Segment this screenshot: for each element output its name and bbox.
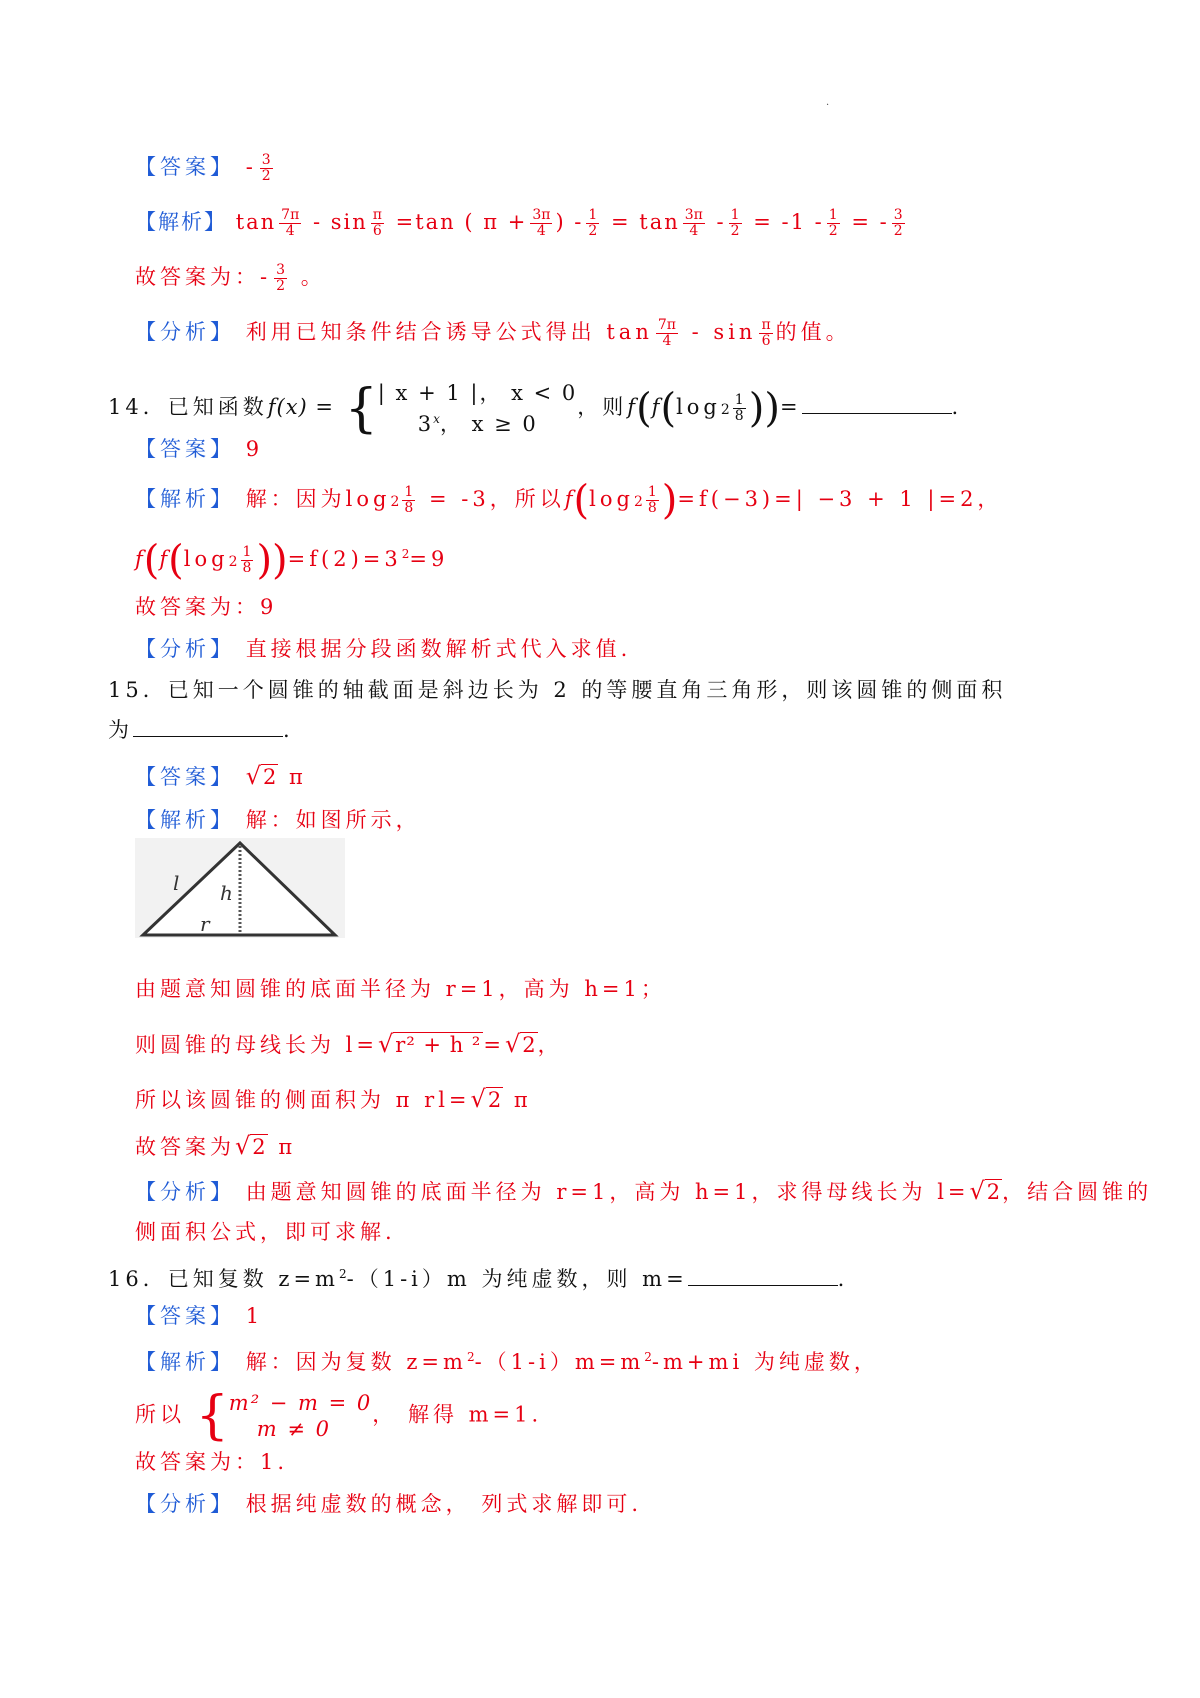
piecewise-brace: {: [344, 378, 378, 439]
q16-answer-line: [135, 1302, 263, 1330]
q14-solution-line2: f(f(log2 $\frac{1}{8}$ ))$=f(2)=3^2=9$: [135, 537, 449, 584]
q15-stem-line2: 为 .: [108, 718, 294, 742]
q16-solution-line1: 【解析】 解：因为复数 $z=m^2-(1-i)m=m^2-m+mi$ 为纯虚数，: [135, 1350, 879, 1374]
cone-section-figure: [135, 838, 345, 938]
comment-tag: 【分析】: [135, 320, 235, 344]
q13-final-line: 故答案为：- $\frac{3}{2}$ 。: [135, 262, 326, 294]
comment-tag: 【分析】: [135, 1180, 235, 1204]
q15-answer-line: [135, 762, 307, 791]
q15-answer: √2 π: [245, 762, 307, 790]
q14-comment-line: 【分析】 直接根据分段函数解析式代入求值.: [135, 637, 632, 661]
comment-tag: 【分析】: [135, 637, 235, 661]
analysis-tag: 【解析】: [135, 808, 235, 832]
q13-comment-line: 【分析】 利用已知条件结合诱导公式得出 tan $\frac{7\pi}{4}$ - sin $\frac{\pi}{6}$ 的值。: [135, 317, 851, 349]
q15-line1: 由题意知圆锥的底面半径为 r=1，高为 h=1；: [135, 977, 666, 1001]
q15-comment-line2: 侧面积公式，即可求解.: [135, 1220, 396, 1244]
q15-solution-line: 【解析】 解：如图所示，: [135, 808, 421, 832]
q15-comment-line1: 【分析】 由题意知圆锥的底面半径为 r=1，高为 h=1，求得母线长为 l=√2，结合圆锥的: [135, 1177, 1153, 1205]
q13-answer-line: [135, 153, 276, 184]
q15-stem-line1: 15．已知一个圆锥的轴截面是斜边长为 2 的等腰直角三角形，则该圆锥的侧面积: [108, 678, 1007, 702]
q14-answer: 9: [245, 437, 264, 461]
q15-blank[interactable]: [133, 716, 283, 737]
q16-answer: 1: [245, 1304, 264, 1328]
analysis-tag: 【解析】: [135, 487, 235, 511]
analysis-tag: 【解析】: [135, 210, 227, 234]
piecewise-cases: | x + 1 |， x < 0 3$^x$， x ≥ 0: [377, 381, 578, 436]
q16-comment-line: 【分析】 根据纯虚数的概念， 列式求解即可.: [135, 1492, 643, 1516]
q14-final-line: 故答案为：9: [135, 595, 278, 619]
q13-solution-line: 【解析】 tan $\frac{7\pi}{4}$ - sin $\frac{\pi}{6}$ =tan ( π + $\frac{3\pi}{4}$ ) - $\frac{1}{2}$ = tan $\frac{3\pi}{4}$ - $\frac{1}{2}$ = -1 - $\frac{1}{2}$ = - $\frac{3}{2}$: [135, 207, 903, 239]
comment-tag: 【分析】: [135, 1492, 235, 1516]
q14-stem: 14．已知函数f(x) = { | x + 1 |， x < 0 3$^x$， x ≥ 0 ，则f(f(log2 $\frac{1}{8}$ ))= .: [108, 378, 963, 439]
q14-answer-line: [135, 435, 263, 463]
system-cases: m² − m = 0 m ≠ 0: [228, 1391, 373, 1441]
q15-final-line: 故答案为√2 π: [135, 1132, 297, 1160]
label-l: l: [173, 871, 180, 895]
answer-tag: 【答案】: [135, 155, 235, 179]
system-brace: {: [195, 1386, 229, 1446]
analysis-tag: 【解析】: [135, 1350, 235, 1374]
q15-line3: 所以该圆锥的侧面积为 π rl=√2 π: [135, 1085, 532, 1113]
q16-final-line: 故答案为：1.: [135, 1450, 289, 1474]
answer-tag: 【答案】: [135, 765, 235, 789]
label-h: h: [220, 881, 233, 905]
q16-stem: 16．已知复数 $z=m^2-(1-i)m$ 为纯虚数，则 m= .: [108, 1267, 849, 1291]
answer-tag: 【答案】: [135, 1304, 235, 1328]
q16-blank[interactable]: [688, 1265, 838, 1286]
q14-solution-line1: 【解析】 解：因为log2 $\frac{1}{8}$ = -3，所以f(log2 $\frac{1}{8}$ )=f(−3)=| −3 + 1 |=2，: [135, 477, 1003, 524]
q15-line2: 则圆锥的母线长为 l=√r² + h ²=√2，: [135, 1030, 563, 1058]
q14-blank[interactable]: [802, 393, 952, 414]
q13-answer: - $\frac{3}{2}$: [245, 152, 271, 184]
q16-solution-line2: 所以 { m² − m = 0 m ≠ 0 ， 解得 m=1.: [135, 1386, 543, 1446]
answer-tag: 【答案】: [135, 437, 235, 461]
label-r: r: [200, 912, 210, 936]
page-dot: ·: [826, 100, 830, 111]
